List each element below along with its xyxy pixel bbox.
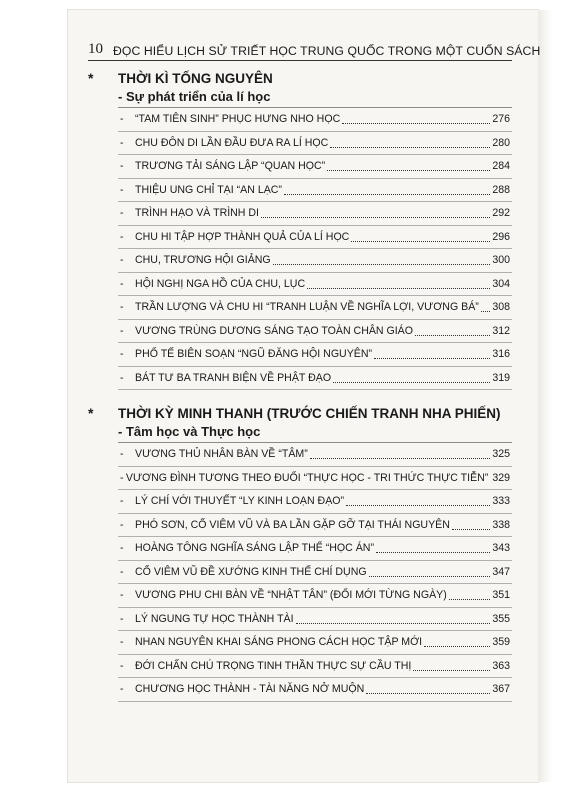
entry-dash: -	[120, 207, 124, 220]
dot-leader	[296, 614, 491, 624]
entry-page: 308	[492, 301, 510, 314]
entry-dash: -	[120, 301, 124, 314]
toc-entry	[118, 273, 512, 297]
section-title: THỜI KỲ MINH THANH (TRƯỚC CHIẾN TRANH NHA PHIẾN)	[118, 406, 501, 421]
dot-leader	[424, 637, 490, 647]
entry-dash: -	[120, 324, 124, 337]
entry-title: HOÀNG TÔNG NGHĨA SÁNG LẬP THỂ “HỌC ÁN”	[135, 542, 374, 555]
entry-title: CHU HI TẬP HỢP THÀNH QUẢ CỦA LÍ HỌC	[135, 230, 350, 243]
entry-title: CHU ĐÔN DI LẦN ĐẦU ĐƯA RA LÍ HỌC	[135, 136, 329, 149]
dot-leader	[330, 138, 490, 148]
section-subtitle: - Sự phát triển của lí học	[118, 89, 271, 104]
page-header	[88, 36, 541, 61]
dot-leader	[415, 326, 490, 336]
entry-dash: -	[120, 230, 124, 243]
entry-dash: -	[120, 348, 124, 361]
entry-title: THIỆU UNG CHỈ TẠI “AN LẠC”	[135, 183, 282, 196]
toc-entry	[118, 631, 512, 655]
toc-entry	[118, 155, 512, 179]
page-edge	[538, 10, 552, 782]
entry-page: 312	[492, 324, 510, 337]
toc-entry	[118, 490, 512, 514]
dot-leader	[481, 302, 491, 312]
section-bullet: *	[88, 70, 94, 86]
toc-entry	[118, 655, 512, 679]
entry-page: 300	[492, 254, 510, 267]
dot-leader	[273, 255, 491, 265]
entry-page: 333	[492, 495, 510, 508]
entry-dash: -	[120, 518, 124, 531]
dot-leader	[351, 232, 490, 242]
entry-dash: -	[120, 589, 124, 602]
entry-dash: -	[120, 612, 124, 625]
toc-entry	[118, 202, 512, 226]
entry-page: 347	[492, 565, 510, 578]
section-tong-nguyen	[88, 70, 512, 390]
entry-title: CHƯƠNG HỌC THÀNH - TÀI NĂNG NỞ MUỘN	[135, 683, 365, 696]
entry-title: CỐ VIÊM VŨ ĐỀ XƯỚNG KINH THẾ CHÍ DỤNG	[135, 565, 367, 578]
entry-page: 316	[492, 348, 510, 361]
dot-leader	[284, 185, 490, 195]
dot-leader	[374, 349, 490, 359]
entry-title: VƯƠNG ĐÌNH TƯƠNG THEO ĐUỔI “THỰC HỌC - TRI THỨC THỰC TIỄN”	[125, 471, 489, 484]
entry-page: 338	[492, 518, 510, 531]
dot-leader	[369, 567, 491, 577]
toc-entry	[118, 584, 512, 608]
entry-title: VƯƠNG THỦ NHÂN BÀN VỀ “TÂM”	[135, 448, 308, 461]
section-title: THỜI KÌ TỐNG NGUYÊN	[118, 71, 273, 86]
dot-leader	[346, 496, 490, 506]
section-heading	[88, 70, 512, 86]
dot-leader	[333, 373, 490, 383]
entry-title: VƯƠNG PHU CHI BÀN VỀ “NHẬT TÂN” (ĐỔI MỚI TỪNG NGÀY)	[135, 589, 447, 602]
dot-leader	[452, 520, 490, 530]
toc-entry	[118, 179, 512, 203]
entry-dash: -	[120, 113, 124, 126]
section-heading	[88, 405, 512, 421]
entry-dash: -	[120, 495, 124, 508]
entry-title: LÝ NGUNG TỰ HỌC THÀNH TÀI	[135, 612, 294, 625]
running-title: ĐỌC HIỂU LỊCH SỬ TRIẾT HỌC TRUNG QUỐC TRONG MỘT CUỐN SÁCH	[113, 44, 541, 58]
entry-dash: -	[120, 565, 124, 578]
entry-title: PHỔ TẾ BIÊN SOẠN “NGŨ ĐĂNG HỘI NGUYÊN”	[135, 348, 373, 361]
dot-leader	[327, 161, 490, 171]
page-number: 10	[88, 41, 103, 57]
entry-page: 351	[492, 589, 510, 602]
dot-leader	[366, 684, 490, 694]
dot-leader	[413, 661, 490, 671]
section-subtitle: - Tâm học và Thực học	[118, 424, 261, 439]
entry-title: BÁT TƯ BA TRANH BIỆN VỀ PHẬT ĐẠO	[135, 371, 332, 384]
entry-title: VƯƠNG TRÙNG DƯƠNG SÁNG TẠO TOÀN CHÂN GIÁO	[135, 324, 413, 337]
section-minh-thanh	[88, 405, 512, 702]
entry-dash: -	[120, 659, 124, 672]
toc-entry	[118, 608, 512, 632]
entry-page: 304	[492, 277, 510, 290]
entry-page: 359	[492, 636, 510, 649]
entry-dash: -	[120, 542, 124, 555]
entry-dash: -	[120, 371, 124, 384]
section-bullet: *	[88, 405, 94, 421]
entry-dash: -	[120, 183, 124, 196]
toc-entry	[118, 367, 512, 391]
entry-page: 355	[492, 612, 510, 625]
toc-entry	[118, 514, 512, 538]
entry-page: 288	[492, 183, 510, 196]
toc-entry	[118, 108, 512, 132]
entry-title: TRÌNH HẠO VÀ TRÌNH DI	[135, 207, 259, 220]
toc-entry	[118, 249, 512, 273]
entry-title: ĐỚI CHẤN CHÚ TRỌNG TINH THẦN THỰC SỰ CẦU THỊ	[135, 659, 412, 672]
toc-entry	[118, 561, 512, 585]
toc-entry	[118, 343, 512, 367]
toc-list	[118, 107, 512, 390]
toc-entry	[118, 320, 512, 344]
entry-page: 276	[492, 113, 510, 126]
entry-page: 367	[492, 683, 510, 696]
entry-page: 319	[492, 371, 510, 384]
dot-leader	[307, 279, 490, 289]
entry-title: LÝ CHÍ VỚI THUYẾT “LY KINH LOẠN ĐẠO”	[135, 495, 345, 508]
entry-page: 284	[492, 160, 510, 173]
entry-title: HỘI NGHỊ NGA HỒ CỦA CHU, LỤC	[135, 277, 306, 290]
entry-dash: -	[120, 448, 124, 461]
entry-dash: -	[120, 160, 124, 173]
entry-page: 292	[492, 207, 510, 220]
entry-title: TRẦN LƯỢNG VÀ CHU HI “TRANH LUẬN VỀ NGHĨA LỢI, VƯƠNG BÁ”	[135, 301, 479, 314]
dot-leader	[342, 114, 490, 124]
entry-dash: -	[120, 683, 124, 696]
entry-title: “TAM TIÊN SINH” PHỤC HƯNG NHO HỌC	[135, 113, 341, 126]
toc-entry	[118, 132, 512, 156]
entry-dash: -	[120, 254, 124, 267]
entry-page: 325	[492, 448, 510, 461]
dot-leader	[261, 208, 490, 218]
entry-page: 329	[492, 471, 510, 484]
entry-page: 296	[492, 230, 510, 243]
toc-entry	[118, 296, 512, 320]
entry-page: 280	[492, 136, 510, 149]
entry-title: CHU, TRƯƠNG HỘI GIẢNG	[135, 254, 271, 267]
entry-dash: -	[120, 277, 124, 290]
toc-entry	[118, 537, 512, 561]
dot-leader	[449, 590, 491, 600]
dot-leader	[310, 449, 491, 459]
toc-entry	[118, 467, 512, 491]
entry-page: 343	[492, 542, 510, 555]
entry-dash: -	[120, 471, 124, 484]
entry-title: NHAN NGUYÊN KHAI SÁNG PHONG CÁCH HỌC TẬP MỚI	[135, 636, 423, 649]
toc-entry	[118, 678, 512, 702]
dot-leader	[376, 543, 490, 553]
toc-entry	[118, 226, 512, 250]
entry-dash: -	[120, 136, 124, 149]
entry-title: TRƯƠNG TẢI SÁNG LẬP “QUAN HỌC”	[135, 160, 326, 173]
entry-page: 363	[492, 659, 510, 672]
entry-dash: -	[120, 636, 124, 649]
toc-entry	[118, 443, 512, 467]
toc-list	[118, 442, 512, 702]
entry-title: PHÓ SƠN, CỐ VIÊM VŨ VÀ BA LẦN GẶP GỠ TẠI THÁI NGUYÊN	[135, 518, 450, 531]
